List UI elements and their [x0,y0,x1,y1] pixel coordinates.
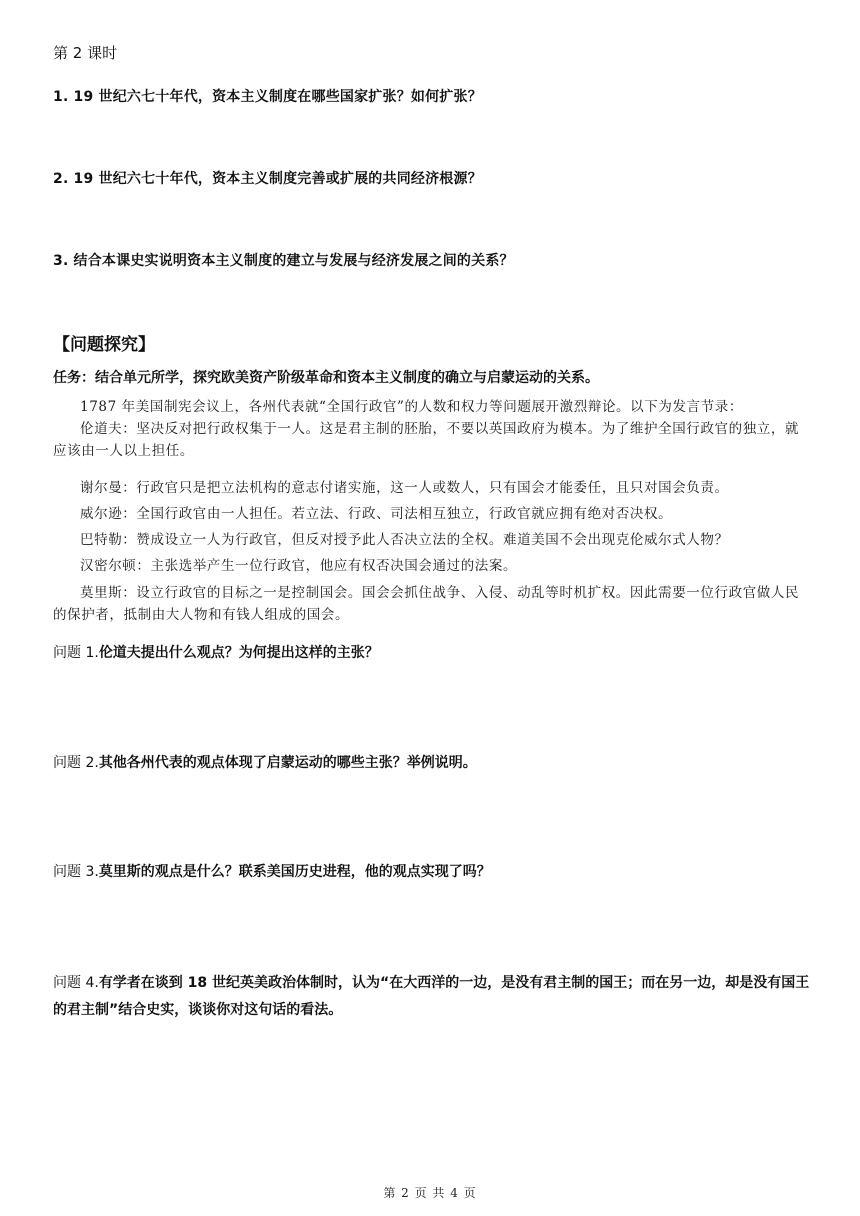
problem-1-label: 问题 1. [53,645,99,661]
statement-weierxun: 威尔逊：全国行政官由一人担任。若立法、行政、司法相互独立，行政官就应拥有绝对否决权。 [80,506,673,522]
question-1: 1. 19 世纪六七十年代，资本主义制度在哪些国家扩张？如何扩张？ [53,89,482,105]
problem-1 [53,642,812,662]
problem-1-text: 伦道夫提出什么观点？为何提出这样的主张？ [98,645,379,661]
statement-hanmierdun: 汉密尔顿：主张选举产生一位行政官，他应有权否决国会通过的法案。 [80,558,518,574]
statement-xieerman: 谢尔曼：行政官只是把立法机构的意志付诸实施，这一人或数人，只有国会才能委任，且只对国会负责。 [80,480,729,496]
problem-3-text: 莫里斯的观点是什么？联系美国历史进程，他的观点实现了吗？ [98,864,491,880]
problem-4-text: 有学者在谈到 18 世纪英美政治体制时，认为“在大西洋的一边，是没有君主制的国王；而在另一边，却是没有国王的君主制”结合史实，谈谈你对这句话的看法。 [53,975,810,1018]
statement-lundaofu: 伦道夫：坚决反对把行政权集于一人。这是君主制的胚胎，不要以英国政府为模本。为了维护全国行政官的独立，就应该由一人以上担任。 [53,421,800,459]
problem-3 [53,861,812,881]
lesson-label: 第 2 课时 [53,44,118,62]
problem-2-label: 问题 2. [53,755,99,771]
problem-4-label: 问题 4. [53,975,99,991]
statement-bateler: 巴特勒：赞成设立一人为行政官，但反对授予此人否决立法的全权。难道美国不会出现克伦威尔式人物？ [80,532,729,548]
problem-4 [53,970,812,1024]
problem-2 [53,752,812,772]
problem-3-label: 问题 3. [53,864,99,880]
question-3: 3. 结合本课史实说明资本主义制度的建立与发展与经济发展之间的关系？ [53,253,514,269]
task-text: 任务：结合单元所学，探究欧美资产阶级革命和资本主义制度的确立与启蒙运动的关系。 [53,370,599,386]
problem-2-text: 其他各州代表的观点体现了启蒙运动的哪些主张？举例说明。 [98,755,477,771]
intro-text: 1787 年美国制宪会议上，各州代表就“全国行政官”的人数和权力等问题展开激烈辩论。以下为发言节录： [80,399,743,415]
statement-molisi: 莫里斯：设立行政官的目标之一是控制国会。国会会抓住战争、入侵、动乱等时机扩权。因此需要一位行政官做人民的保护者，抵制由大人物和有钱人组成的国会。 [53,585,800,623]
question-2: 2. 19 世纪六七十年代，资本主义制度完善或扩展的共同经济根源？ [53,171,482,187]
page-footer: 第 2 页 共 4 页 [383,1186,477,1200]
section-title: 【问题探究】 [53,335,155,355]
